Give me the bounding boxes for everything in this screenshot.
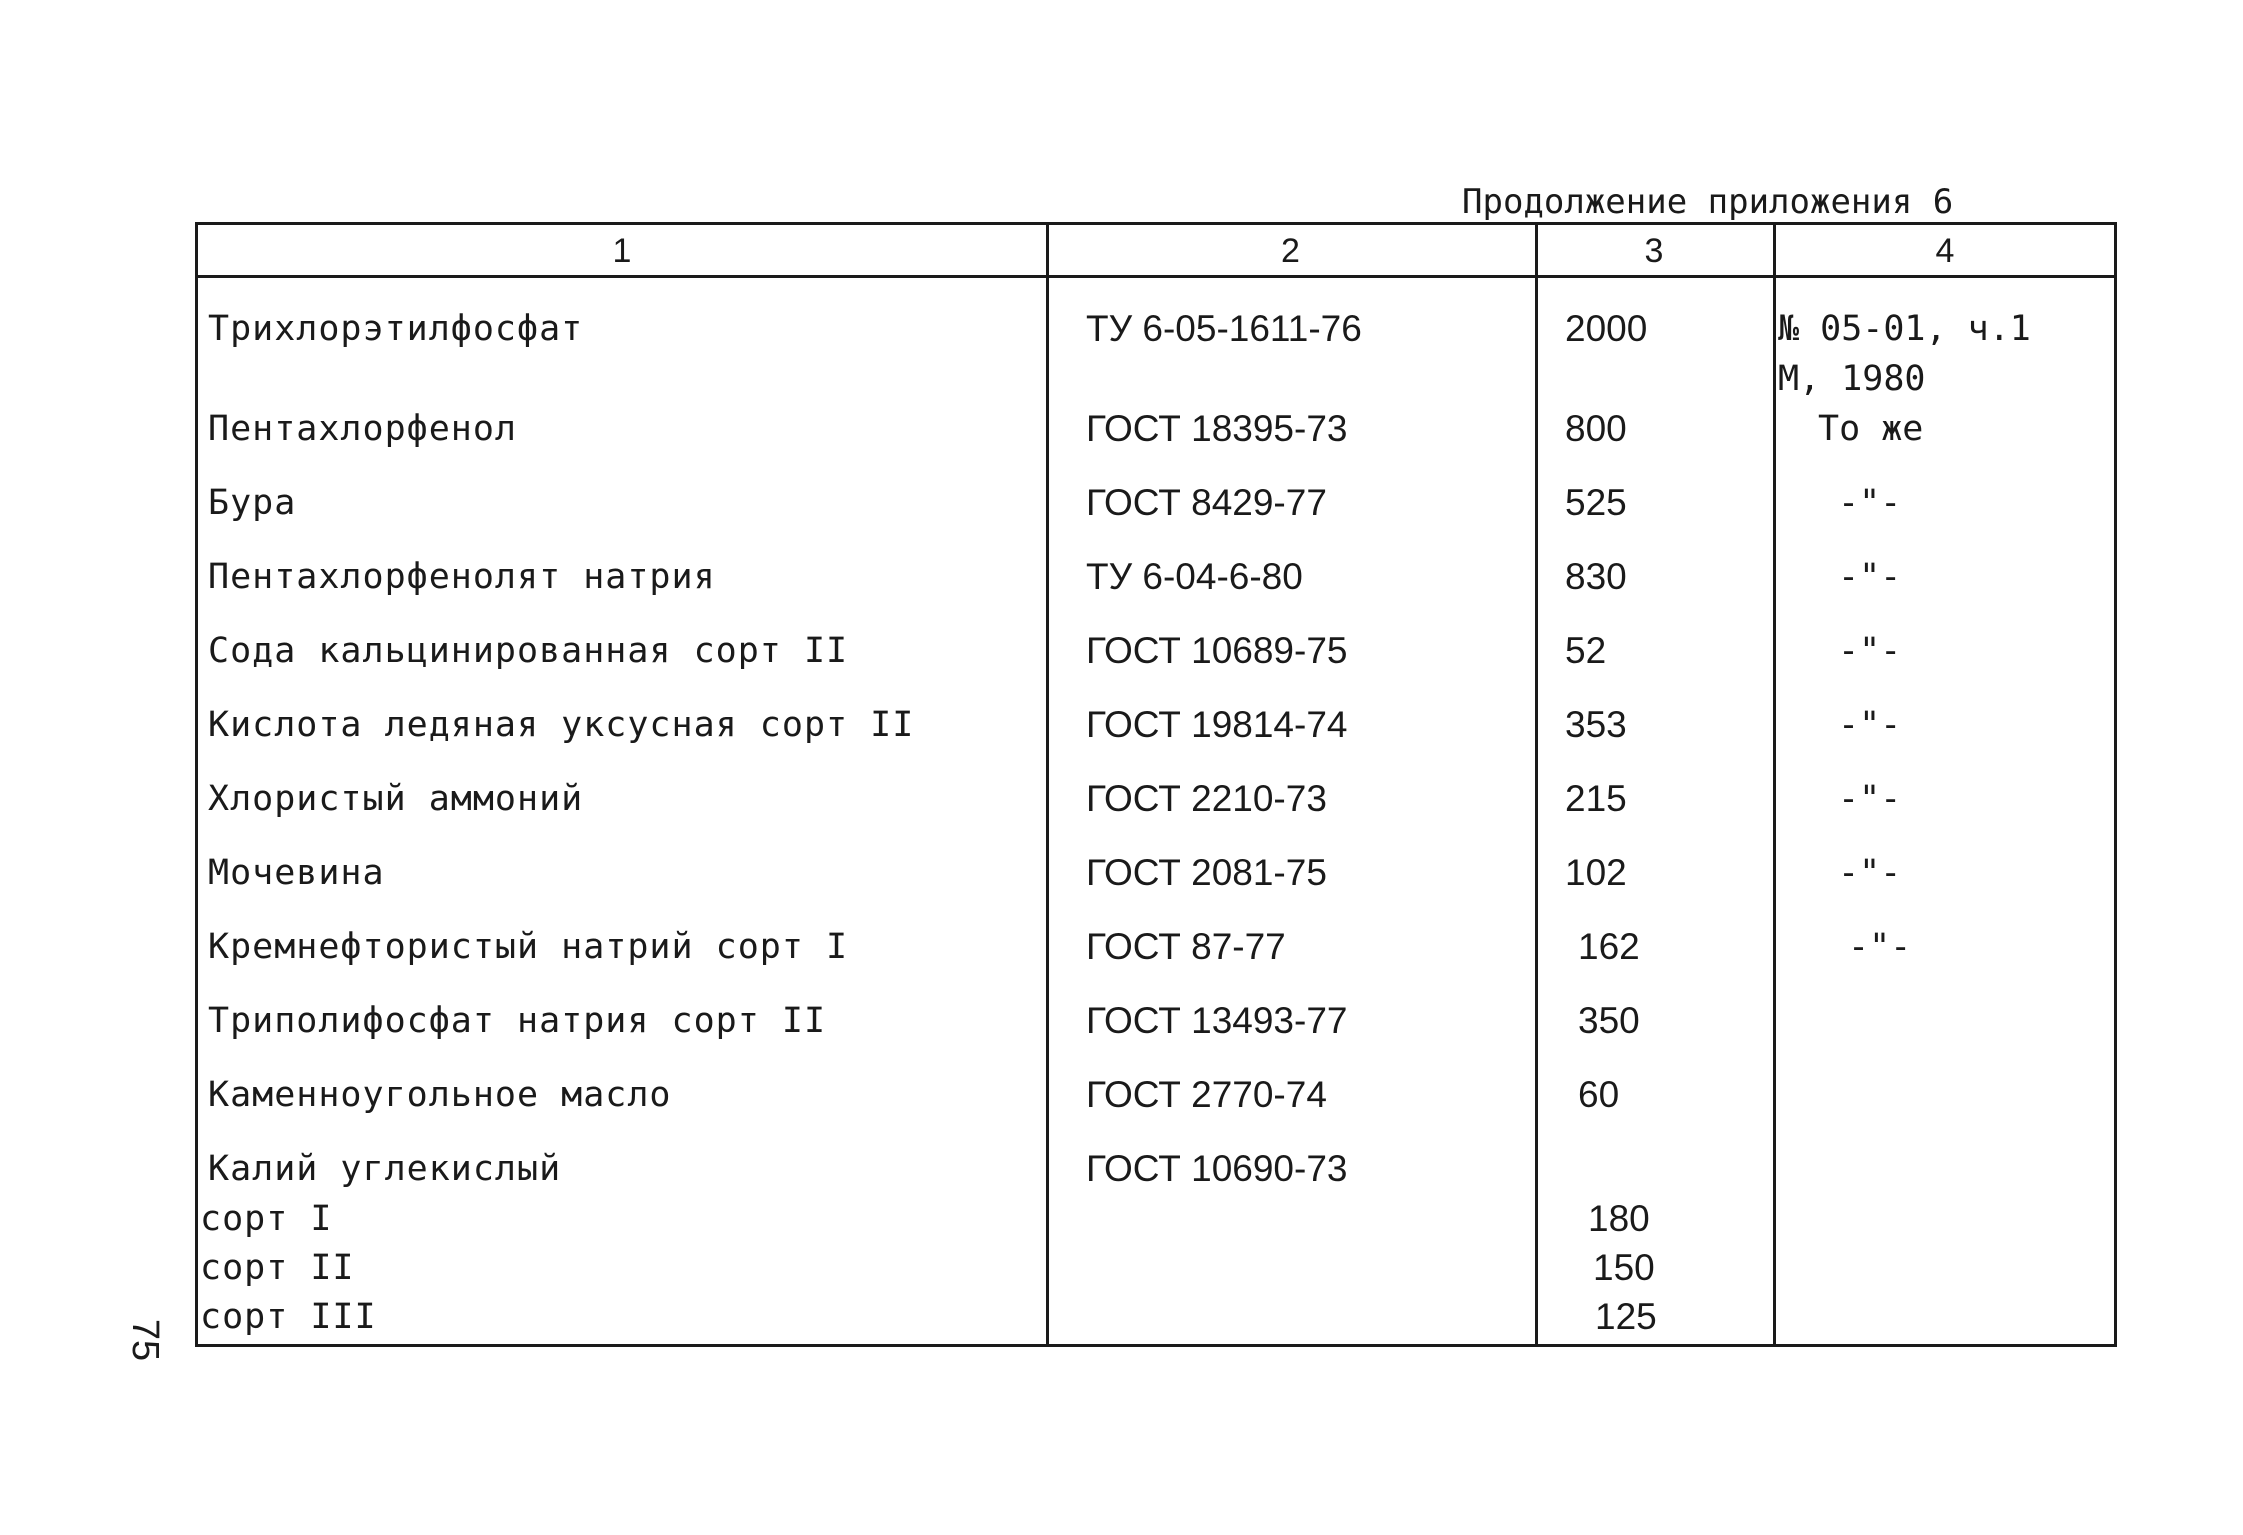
standard-ref: ГОСТ 2210-73 (1086, 778, 1327, 819)
grade-name: сорт III (200, 1297, 377, 1337)
value-cell: 525 (1565, 482, 1627, 523)
page-number: 75 (124, 1318, 166, 1362)
value-cell: 353 (1565, 704, 1627, 745)
ditto-mark: -"- (1848, 927, 1912, 967)
value-cell: 60 (1578, 1074, 1620, 1115)
value-cell: 830 (1565, 556, 1627, 597)
grade-name: сорт II (200, 1248, 355, 1288)
value-cell: 2000 (1565, 308, 1648, 349)
value-cell: 102 (1565, 852, 1627, 893)
column-divider-2 (1535, 225, 1538, 1344)
header-divider (198, 275, 2114, 278)
data-table (195, 222, 2117, 1347)
material-name: Калий углекислый (208, 1149, 562, 1189)
standard-ref: ТУ 6-04-6-80 (1086, 556, 1303, 597)
standard-ref: ГОСТ 8429-77 (1086, 482, 1327, 523)
grade-value: 180 (1588, 1198, 1650, 1239)
ditto-mark: -"- (1838, 705, 1902, 745)
material-name: Трихлорэтилфосфат (208, 309, 584, 349)
note-cell-line2: М, 1980 (1778, 359, 1926, 399)
ditto-mark: -"- (1838, 631, 1902, 671)
material-name: Кремнефтористый натрий сорт I (208, 927, 849, 967)
standard-ref: ГОСТ 19814-74 (1086, 704, 1348, 745)
material-name: Пентахлорфенол (208, 409, 518, 449)
grade-value: 125 (1595, 1296, 1657, 1337)
standard-ref: ГОСТ 18395-73 (1086, 408, 1348, 449)
ditto-mark: -"- (1838, 483, 1902, 523)
grade-name: сорт I (200, 1199, 333, 1239)
value-cell: 350 (1578, 1000, 1640, 1041)
material-name: Сода кальцинированная сорт II (208, 631, 849, 671)
standard-ref: ГОСТ 2081-75 (1086, 852, 1327, 893)
note-cell: То же (1818, 409, 1924, 449)
standard-ref: ГОСТ 87-77 (1086, 926, 1286, 967)
note-cell: № 05-01, ч.1 (1778, 309, 2031, 349)
value-cell: 162 (1578, 926, 1640, 967)
standard-ref: ГОСТ 10689-75 (1086, 630, 1348, 671)
standard-ref: ГОСТ 13493-77 (1086, 1000, 1348, 1041)
header-col-4: 4 (1935, 232, 1955, 270)
standard-ref: ГОСТ 2770-74 (1086, 1074, 1327, 1115)
ditto-mark: -"- (1838, 853, 1902, 893)
value-cell: 52 (1565, 630, 1607, 671)
value-cell: 800 (1565, 408, 1627, 449)
material-name: Кислота ледяная уксусная сорт II (208, 705, 915, 745)
ditto-mark: -"- (1838, 779, 1902, 819)
column-divider-1 (1046, 225, 1049, 1344)
table-caption: Продолжение приложения 6 (1462, 182, 1954, 222)
standard-ref: ГОСТ 10690-73 (1086, 1148, 1348, 1189)
column-divider-3 (1773, 225, 1776, 1344)
grade-value: 150 (1593, 1247, 1655, 1288)
material-name: Триполифосфат натрия сорт II (208, 1001, 827, 1041)
material-name: Каменноугольное масло (208, 1075, 672, 1115)
material-name: Бура (208, 483, 297, 523)
standard-ref: ТУ 6-05-1611-76 (1086, 308, 1362, 349)
header-col-1: 1 (612, 232, 632, 270)
material-name: Хлористый аммоний (208, 779, 584, 819)
header-col-2: 2 (1281, 232, 1300, 270)
material-name: Пентахлорфенолят натрия (208, 557, 716, 597)
value-cell: 215 (1565, 778, 1627, 819)
header-col-3: 3 (1644, 232, 1664, 270)
ditto-mark: -"- (1838, 557, 1902, 597)
material-name: Мочевина (208, 853, 385, 893)
